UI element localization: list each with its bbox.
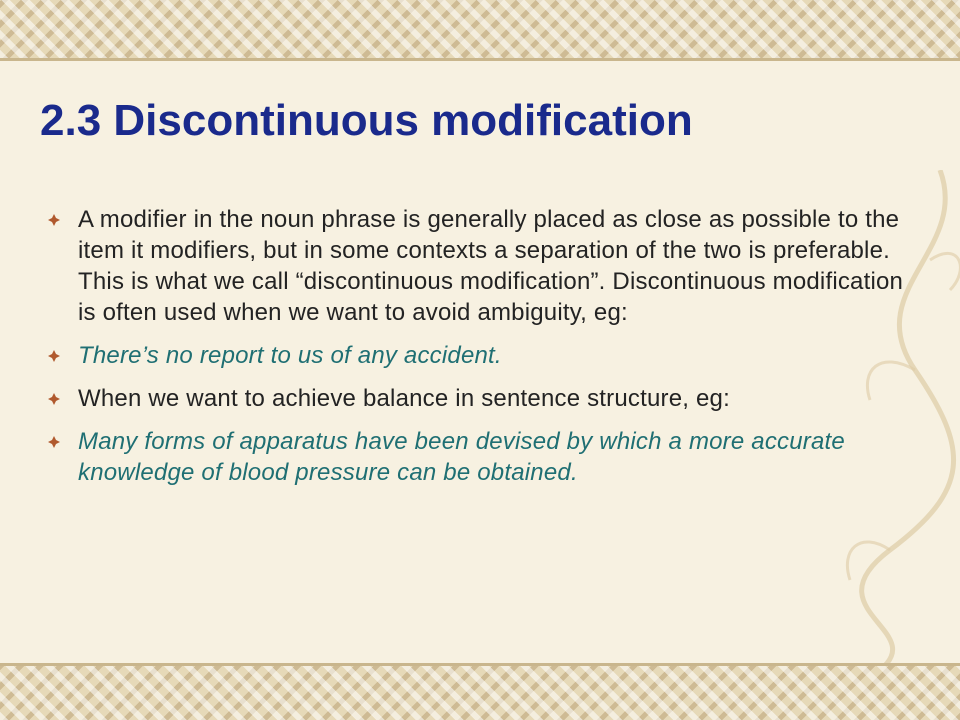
bullet-example-text: There’s no report to us of any accident. — [78, 342, 502, 369]
list-item — [48, 204, 910, 328]
slide-title: 2.3 Discontinuous modification — [40, 96, 693, 145]
list-item — [48, 426, 910, 488]
bullet-text: When we want to achieve balance in sentence structure, eg: — [78, 385, 730, 412]
decorative-bottom-border — [0, 663, 960, 720]
bullet-list — [48, 204, 910, 500]
four-petal-diamond-bullet-icon — [48, 436, 60, 448]
four-petal-diamond-bullet-icon — [48, 350, 60, 362]
four-petal-diamond-bullet-icon — [48, 393, 60, 405]
four-petal-diamond-bullet-icon — [48, 214, 60, 226]
decorative-top-border — [0, 0, 960, 61]
list-item — [48, 340, 910, 371]
bullet-example-text: Many forms of apparatus have been devised by which a more accurate knowledge of blood pressure can be obtained. — [78, 428, 845, 486]
bullet-text: A modifier in the noun phrase is generally placed as close as possible to the item it modifiers, but in some contexts a separation of the two is preferable. This is what we call “discontinuous modification”. Discontinuous modification is often used when we want to avoid ambiguity, eg: — [78, 206, 904, 326]
list-item — [48, 383, 910, 414]
